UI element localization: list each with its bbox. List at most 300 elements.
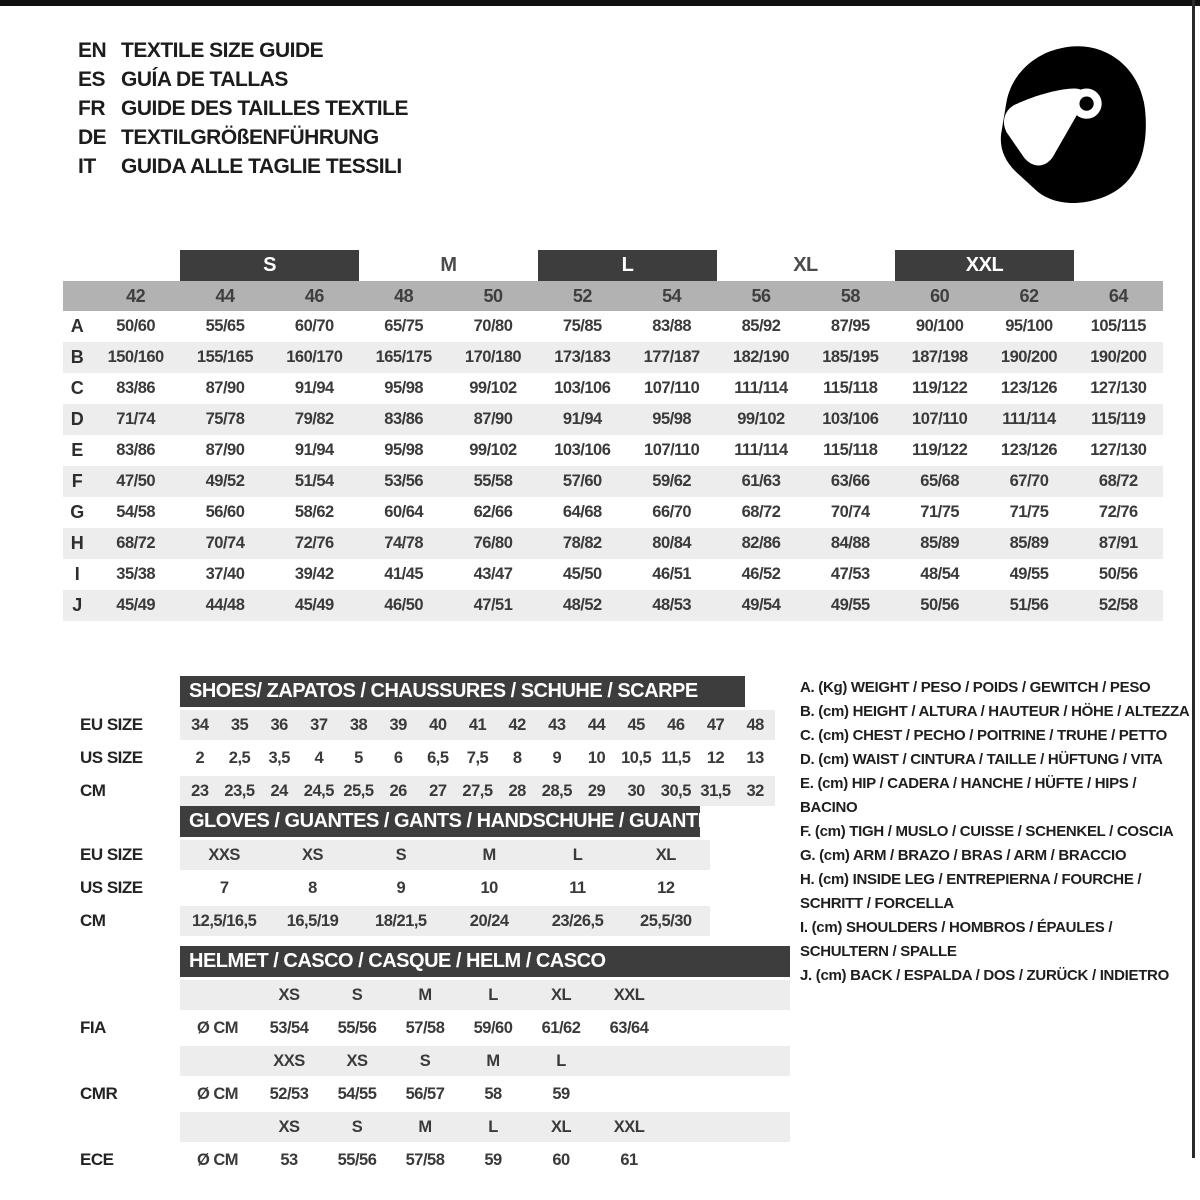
row-label-empty <box>65 1112 180 1142</box>
row-letter: B <box>70 347 84 367</box>
size-value: 72/76 <box>1098 503 1138 521</box>
size-value: 182/190 <box>732 348 790 366</box>
ece-values <box>180 1145 790 1175</box>
helmet-size-value: 61 <box>620 1150 638 1169</box>
size-value: 111/114 <box>1002 410 1056 428</box>
helmet-size-table <box>65 946 790 1175</box>
helmet-size-value: 53 <box>280 1150 298 1169</box>
size-value: 68/72 <box>116 534 156 552</box>
size-value: 55/58 <box>473 472 513 490</box>
size-value: 85/89 <box>920 534 960 552</box>
helmet-cmr-sizes-row <box>65 1046 790 1076</box>
row-label-empty <box>65 980 180 1010</box>
numeric-size: 58 <box>840 285 860 306</box>
shoe-us-size: 8 <box>512 748 522 767</box>
numeric-size: 62 <box>1019 285 1039 306</box>
size-value: 49/55 <box>1009 565 1049 583</box>
row-letter: I <box>74 564 80 584</box>
language-code: IT <box>78 154 96 178</box>
row-label-empty <box>65 1046 180 1076</box>
size-value: 74/78 <box>384 534 424 552</box>
shoe-eu-size: 46 <box>667 715 685 734</box>
size-value: 99/102 <box>737 410 785 428</box>
size-value: 51/56 <box>1009 596 1049 614</box>
row-label-cm: CM <box>80 781 106 800</box>
language-row <box>78 152 408 181</box>
size-value: 91/94 <box>562 410 602 428</box>
size-value: 91/94 <box>294 379 334 397</box>
size-value: 52/58 <box>1098 596 1138 614</box>
size-value: 85/92 <box>741 317 781 335</box>
measurement-row <box>63 373 1163 404</box>
shoe-cm-size: 24 <box>270 781 288 800</box>
size-group-xxl: XXL <box>895 250 1074 281</box>
size-value: 49/55 <box>830 596 870 614</box>
measurement-row <box>63 404 1163 435</box>
glove-us-size: 10 <box>480 878 498 897</box>
gloves-eu-row <box>65 840 710 870</box>
row-label-us-size: US SIZE <box>80 878 143 897</box>
numeric-size: 42 <box>126 285 146 306</box>
size-value: 47/53 <box>830 565 870 583</box>
helmet-size-value: 63/64 <box>609 1018 649 1037</box>
row-label-fia: FIA <box>80 1018 106 1037</box>
size-value: 85/89 <box>1009 534 1049 552</box>
numeric-size: 52 <box>572 285 592 306</box>
shoe-us-size: 3,5 <box>268 748 290 767</box>
shoes-us-values <box>180 743 775 773</box>
numeric-size-header <box>63 281 1163 311</box>
measurement-row <box>63 311 1163 342</box>
helmet-size-value: 58 <box>484 1084 502 1103</box>
language-code: DE <box>78 125 107 149</box>
shoe-us-size: 7,5 <box>466 748 489 767</box>
size-value: 60/64 <box>384 503 424 521</box>
size-value: 50/56 <box>920 596 960 614</box>
size-value: 83/86 <box>116 379 156 397</box>
ece-size-labels <box>180 1112 790 1142</box>
legend-entry: A. (Kg) WEIGHT / PESO / POIDS / GEWITCH / PESO <box>800 679 1151 696</box>
legend-entry: D. (cm) WAIST / CINTURA / TAILLE / HÜFTUNG / VITA <box>800 751 1163 768</box>
row-letter: C <box>70 378 84 398</box>
gloves-us-values <box>180 873 710 903</box>
size-value: 115/119 <box>1091 410 1146 428</box>
language-title: TEXTILE SIZE GUIDE <box>121 38 324 62</box>
cmr-size-labels <box>180 1046 790 1076</box>
size-value: 56/60 <box>205 503 245 521</box>
helmet-ece-sizes-row <box>65 1112 790 1142</box>
language-title-list <box>78 36 408 181</box>
size-value: 87/95 <box>830 317 870 335</box>
textile-size-table <box>63 250 1163 621</box>
row-letter: A <box>70 316 84 336</box>
shoe-us-size: 4 <box>314 748 324 767</box>
size-value: 48/52 <box>562 596 602 614</box>
size-value: 80/84 <box>652 534 692 552</box>
size-value: 70/80 <box>473 317 513 335</box>
size-value: 177/187 <box>643 348 700 366</box>
size-value: 79/82 <box>294 410 334 428</box>
shoes-us-row <box>65 743 775 773</box>
size-value: 119/122 <box>912 379 968 397</box>
shoe-us-size: 6,5 <box>427 748 449 767</box>
helmet-size-value: 54/55 <box>337 1084 377 1103</box>
size-value: 99/102 <box>469 379 517 397</box>
shoe-cm-size: 24,5 <box>303 781 334 800</box>
size-value: 67/70 <box>1009 472 1049 490</box>
size-value: 75/85 <box>562 317 602 335</box>
size-value: 107/110 <box>644 379 700 397</box>
shoe-cm-size: 28 <box>508 781 526 800</box>
shoe-eu-size: 40 <box>429 715 447 734</box>
measurement-row <box>63 342 1163 373</box>
glove-us-size: 9 <box>396 878 406 897</box>
size-value: 50/56 <box>1098 565 1138 583</box>
helmet-size-label: M <box>418 1117 432 1136</box>
shoe-eu-size: 35 <box>230 715 249 734</box>
shoe-cm-size: 30,5 <box>660 781 691 800</box>
gloves-eu-values <box>180 840 710 870</box>
glove-eu-size: XXS <box>208 845 240 864</box>
size-value: 65/75 <box>384 317 424 335</box>
measurement-row <box>63 466 1163 497</box>
size-value: 95/98 <box>652 410 692 428</box>
numeric-size: 48 <box>394 285 414 306</box>
size-group-m: M <box>440 254 457 276</box>
size-value: 71/74 <box>116 410 156 428</box>
size-value: 78/82 <box>562 534 602 552</box>
size-value: 87/90 <box>205 379 245 397</box>
diameter-label: Ø CM <box>196 1150 239 1169</box>
helmet-size-label: L <box>556 1051 566 1070</box>
size-value: 68/72 <box>741 503 781 521</box>
fia-size-labels <box>180 980 790 1010</box>
helmet-size-value: 52/53 <box>269 1084 309 1103</box>
shoe-eu-size: 38 <box>349 715 368 734</box>
shoe-cm-size: 23 <box>191 781 209 800</box>
gloves-table-title: GLOVES / GUANTES / GANTS / HANDSCHUHE / GUANTI <box>180 806 700 837</box>
glove-us-size: 7 <box>219 878 229 897</box>
size-value: 111/114 <box>734 441 788 459</box>
size-value: 72/76 <box>294 534 334 552</box>
language-code: ES <box>78 67 106 91</box>
language-title: TEXTILGRÖßENFÜHRUNG <box>121 125 379 149</box>
shoes-table-title: SHOES/ ZAPATOS / CHAUSSURES / SCHUHE / SCARPE <box>180 676 745 707</box>
shoe-us-size: 10 <box>587 748 606 767</box>
size-value: 103/106 <box>554 379 611 397</box>
size-value: 127/130 <box>1090 441 1147 459</box>
size-value: 45/50 <box>562 565 602 583</box>
fia-values <box>180 1013 790 1043</box>
glove-eu-size: L <box>572 845 583 864</box>
measurement-rows <box>63 311 1163 621</box>
legend-entry: B. (cm) HEIGHT / ALTURA / HAUTEUR / HÖHE / ALTEZZA <box>800 703 1190 720</box>
size-value: 44/48 <box>205 596 245 614</box>
language-row <box>78 123 408 152</box>
size-value: 49/54 <box>741 596 781 614</box>
helmet-size-value: 53/54 <box>269 1018 309 1037</box>
size-value: 83/86 <box>384 410 424 428</box>
shoe-eu-size: 36 <box>270 715 288 734</box>
language-row <box>78 36 408 65</box>
size-value: 95/98 <box>384 379 424 397</box>
size-value: 65/68 <box>920 472 960 490</box>
size-value: 90/100 <box>915 317 964 335</box>
size-value: 63/66 <box>830 472 870 490</box>
size-value: 37/40 <box>205 565 245 583</box>
size-value: 82/86 <box>741 534 781 552</box>
measurement-row <box>63 435 1163 466</box>
gloves-cm-values <box>180 906 710 936</box>
legend-entry: H. (cm) INSIDE LEG / ENTREPIERNA / FOURCHE / SCHRITT / FORCELLA <box>800 871 1142 912</box>
shoe-cm-size: 25,5 <box>343 781 374 800</box>
size-value: 46/52 <box>741 565 781 583</box>
measurement-row <box>63 528 1163 559</box>
glove-cm-size: 18/21,5 <box>375 911 427 930</box>
size-group-s: S <box>180 250 359 281</box>
size-value: 119/122 <box>912 441 968 459</box>
legend-entry: E. (cm) HIP / CADERA / HANCHE / HÜFTE / HIPS / BACINO <box>800 775 1137 816</box>
legend-entry: I. (cm) SHOULDERS / HOMBROS / ÉPAULES / SCHULTERN / SPALLE <box>800 919 1113 960</box>
language-title: GUIDE DES TAILLES TEXTILE <box>121 96 408 120</box>
size-value: 47/50 <box>116 472 156 490</box>
size-value: 39/42 <box>294 565 334 583</box>
shoe-us-size: 11,5 <box>661 748 691 767</box>
size-value: 83/88 <box>652 317 692 335</box>
size-value: 84/88 <box>830 534 870 552</box>
size-value: 111/114 <box>734 379 788 397</box>
size-value: 91/94 <box>294 441 334 459</box>
shoe-eu-size: 43 <box>548 715 566 734</box>
helmet-size-value: 59/60 <box>473 1018 513 1037</box>
helmet-size-value: 60 <box>552 1150 570 1169</box>
size-value: 187/198 <box>911 348 968 366</box>
shoe-eu-size: 47 <box>706 715 725 734</box>
size-value: 66/70 <box>652 503 692 521</box>
size-value: 54/58 <box>116 503 156 521</box>
numeric-size: 46 <box>304 285 324 306</box>
shoe-cm-size: 27,5 <box>462 781 493 800</box>
glove-eu-size: M <box>482 845 496 864</box>
glove-eu-size: S <box>395 845 407 864</box>
size-value: 64/68 <box>562 503 602 521</box>
size-value: 103/106 <box>822 410 879 428</box>
numeric-size: 54 <box>662 285 682 306</box>
shoe-eu-size: 37 <box>310 715 328 734</box>
helmet-size-value: 55/56 <box>337 1018 377 1037</box>
legend-entry: J. (cm) BACK / ESPALDA / DOS / ZURÜCK / INDIETRO <box>800 967 1169 984</box>
size-value: 95/98 <box>384 441 424 459</box>
helmet-size-label: XXS <box>273 1051 305 1070</box>
size-value: 75/78 <box>205 410 245 428</box>
helmet-size-value: 61/62 <box>541 1018 581 1037</box>
size-value: 46/50 <box>384 596 424 614</box>
size-value: 45/49 <box>294 596 334 614</box>
size-value: 58/62 <box>294 503 334 521</box>
size-value: 48/54 <box>920 565 960 583</box>
size-value: 150/160 <box>107 348 164 366</box>
row-label-cm: CM <box>80 911 106 930</box>
size-value: 95/100 <box>1005 317 1053 335</box>
size-value: 50/60 <box>116 317 156 335</box>
numeric-size: 60 <box>930 285 950 306</box>
size-value: 71/75 <box>920 503 960 521</box>
helmet-size-label: S <box>419 1051 431 1070</box>
size-value: 55/65 <box>205 317 245 335</box>
shoes-size-table <box>65 676 775 806</box>
glove-us-size: 12 <box>657 878 675 897</box>
cmr-values <box>180 1079 790 1109</box>
glove-cm-size: 16,5/19 <box>286 911 339 930</box>
helmet-cmr-values-row <box>65 1079 790 1109</box>
row-letter: J <box>72 595 82 615</box>
shoe-us-size: 2 <box>195 748 205 767</box>
helmet-size-label: S <box>351 1117 363 1136</box>
shoe-cm-size: 32 <box>746 781 764 800</box>
glove-eu-size: XL <box>655 845 676 864</box>
row-label-us-size: US SIZE <box>80 748 143 767</box>
shoe-cm-size: 23,5 <box>224 781 255 800</box>
glove-cm-size: 12,5/16,5 <box>192 911 257 930</box>
helmet-table-title: HELMET / CASCO / CASQUE / HELM / CASCO <box>180 946 790 977</box>
size-value: 57/60 <box>562 472 602 490</box>
measurement-row <box>63 590 1163 621</box>
language-title: GUÍA DE TALLAS <box>121 67 288 91</box>
size-value: 71/75 <box>1009 503 1049 521</box>
row-label-eu-size: EU SIZE <box>80 715 143 734</box>
size-value: 87/91 <box>1098 534 1138 552</box>
helmet-size-value: 59 <box>552 1084 570 1103</box>
row-letter: E <box>71 440 83 460</box>
row-letter: G <box>70 502 84 522</box>
row-label-ece: ECE <box>80 1150 114 1169</box>
shoe-eu-size: 39 <box>389 715 407 734</box>
row-letter: H <box>70 533 84 553</box>
diameter-label: Ø CM <box>196 1018 239 1037</box>
row-letter: F <box>71 471 83 491</box>
size-value: 105/115 <box>1090 317 1146 335</box>
gloves-us-row <box>65 873 710 903</box>
legend-entry: C. (cm) CHEST / PECHO / POITRINE / TRUHE / PETTO <box>800 727 1168 744</box>
glove-eu-size: XS <box>301 845 323 864</box>
size-value: 115/118 <box>823 441 878 459</box>
size-value: 46/51 <box>652 565 692 583</box>
right-border-line <box>1192 0 1195 1158</box>
row-label-eu-size: EU SIZE <box>80 845 143 864</box>
size-value: 170/180 <box>464 348 522 366</box>
helmet-size-label: S <box>351 985 363 1004</box>
helmet-size-label: XS <box>346 1051 368 1070</box>
legend-entry: F. (cm) TIGH / MUSLO / CUISSE / SCHENKEL / COSCIA <box>800 823 1174 840</box>
language-row <box>78 94 408 123</box>
helmet-size-label: XS <box>278 985 300 1004</box>
numeric-size: 50 <box>483 285 503 306</box>
measurement-row <box>63 559 1163 590</box>
helmet-size-label: M <box>418 985 432 1004</box>
size-value: 123/126 <box>1000 379 1058 397</box>
helmet-fia-sizes-row <box>65 980 790 1010</box>
size-value: 87/90 <box>205 441 245 459</box>
shoe-eu-size: 41 <box>468 715 487 734</box>
size-value: 190/200 <box>1090 348 1147 366</box>
shoe-cm-size: 30 <box>627 781 645 800</box>
size-value: 115/118 <box>823 379 878 397</box>
size-value: 51/54 <box>294 472 334 490</box>
shoes-eu-row <box>65 710 775 740</box>
language-code: EN <box>78 38 107 62</box>
shoes-eu-values <box>180 710 775 740</box>
row-letter: D <box>70 409 84 429</box>
size-value: 62/66 <box>473 503 513 521</box>
size-value: 103/106 <box>554 441 611 459</box>
measurement-legend <box>800 676 1190 988</box>
numeric-size: 64 <box>1108 285 1128 306</box>
racing-helmet-icon <box>978 36 1156 214</box>
size-value: 47/51 <box>473 596 513 614</box>
shoe-us-size: 13 <box>746 748 764 767</box>
top-border-line <box>0 0 1200 6</box>
size-group-xl: XL <box>793 254 818 276</box>
shoe-eu-size: 44 <box>587 715 606 734</box>
numeric-size: 56 <box>751 285 771 306</box>
size-value: 173/183 <box>554 348 611 366</box>
shoe-us-size: 5 <box>354 748 363 767</box>
size-value: 61/63 <box>741 472 781 490</box>
helmet-size-label: L <box>488 1117 498 1136</box>
helmet-size-label: L <box>488 985 498 1004</box>
size-value: 165/175 <box>375 348 432 366</box>
diameter-label: Ø CM <box>196 1084 239 1103</box>
size-value: 155/165 <box>196 348 254 366</box>
shoe-us-size: 10,5 <box>621 748 652 767</box>
size-value: 48/53 <box>652 596 692 614</box>
helmet-size-value: 55/56 <box>337 1150 377 1169</box>
shoe-cm-size: 31,5 <box>700 781 731 800</box>
glove-us-size: 11 <box>569 878 586 897</box>
shoe-cm-size: 28,5 <box>541 781 572 800</box>
size-value: 185/195 <box>822 348 879 366</box>
helmet-ece-values-row <box>65 1145 790 1175</box>
glove-cm-size: 23/26,5 <box>551 911 604 930</box>
measurement-row <box>63 497 1163 528</box>
glove-cm-size: 20/24 <box>469 911 509 930</box>
language-code: FR <box>78 96 105 120</box>
size-value: 70/74 <box>205 534 245 552</box>
shoe-cm-size: 27 <box>429 781 447 800</box>
size-value: 76/80 <box>473 534 513 552</box>
size-value: 87/90 <box>473 410 513 428</box>
size-group-l: L <box>538 250 717 281</box>
size-value: 107/110 <box>644 441 700 459</box>
shoe-us-size: 6 <box>393 748 403 767</box>
helmet-size-value: 59 <box>484 1150 502 1169</box>
shoe-eu-size: 48 <box>746 715 764 734</box>
helmet-size-value: 57/58 <box>405 1018 445 1037</box>
helmet-size-label: XXL <box>613 1117 645 1136</box>
helmet-size-label: M <box>486 1051 500 1070</box>
gloves-cm-row <box>65 906 710 936</box>
size-value: 70/74 <box>830 503 870 521</box>
shoe-cm-size: 26 <box>389 781 407 800</box>
numeric-size: 44 <box>215 285 235 306</box>
size-value: 68/72 <box>1098 472 1138 490</box>
helmet-size-label: XS <box>278 1117 300 1136</box>
shoe-eu-size: 45 <box>627 715 645 734</box>
helmet-fia-values-row <box>65 1013 790 1043</box>
size-value: 107/110 <box>912 410 968 428</box>
size-value: 99/102 <box>469 441 517 459</box>
helmet-size-label: XXL <box>613 985 645 1004</box>
